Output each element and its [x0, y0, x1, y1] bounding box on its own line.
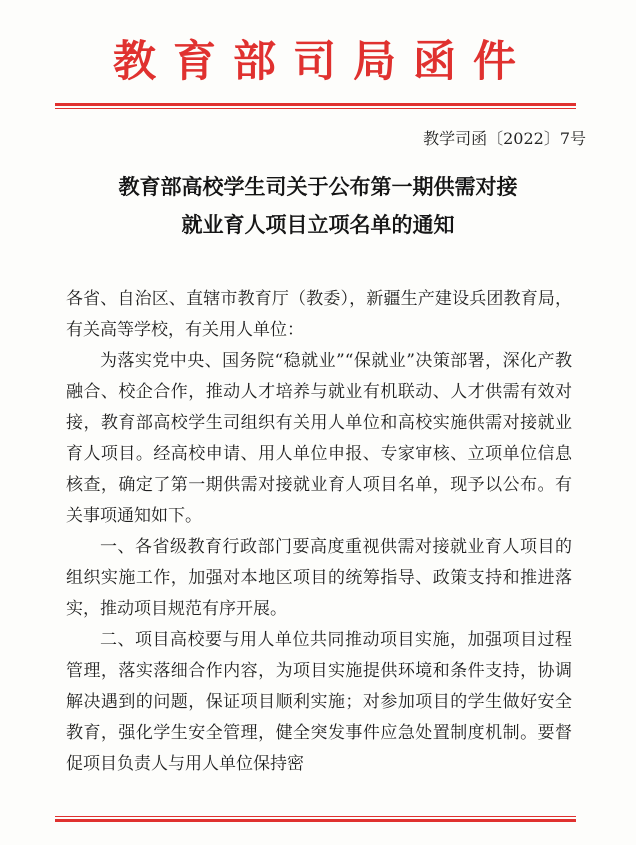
footer-rule-thick — [55, 819, 576, 822]
body-paragraph: 二、项目高校要与用人单位共同推动项目实施，加强项目过程管理，落实落细合作内容，为项目实施提供环境和条件支持，协调解决遇到的问题，保证项目顺利实施；对参加项目的学生做好安全教育，强化学生安全管理，健全突发事件应急处置制度机制。要督促项目负责人与用人单位保持密 — [66, 630, 572, 774]
body-paragraph: 一、各省级教育行政部门要高度重视供需对接就业育人项目的组织实施工作，加强对本地区项目的统筹指导、政策支持和推进落实，推动项目规范有序开展。 — [66, 537, 572, 619]
footer-rule-thin — [55, 816, 576, 817]
body-paragraph: 为落实党中央、国务院“稳就业”“保就业”决策部署，深化产教融合、校企合作，推动人才培养与就业有机联动、人才供需有效对接，教育部高校学生司组织有关用人单位和高校实施供需对接就业育人项目。经高校申请、用人单位申报、专家审核、立项单位信息核查，确定了第一期供需对接就业育人项目名单，现予以公布。有关事项通知如下。 — [66, 351, 572, 526]
document-title-line: 教育部高校学生司关于公布第一期供需对接 — [118, 174, 518, 199]
document-title-line: 就业育人项目立项名单的通知 — [181, 212, 455, 237]
document-title — [40, 168, 596, 244]
document-body — [66, 284, 572, 780]
document-number: 教学司函〔2022〕7号 — [423, 129, 586, 148]
letterhead-title: 教育部司局函件 — [113, 37, 533, 87]
letterhead-rule-thin — [55, 108, 576, 109]
addressee-paragraph: 各省、自治区、直辖市教育厅（教委），新疆生产建设兵团教育局，有关高等学校，有关用人单位： — [66, 289, 572, 340]
letterhead-rule-thick — [55, 103, 576, 106]
